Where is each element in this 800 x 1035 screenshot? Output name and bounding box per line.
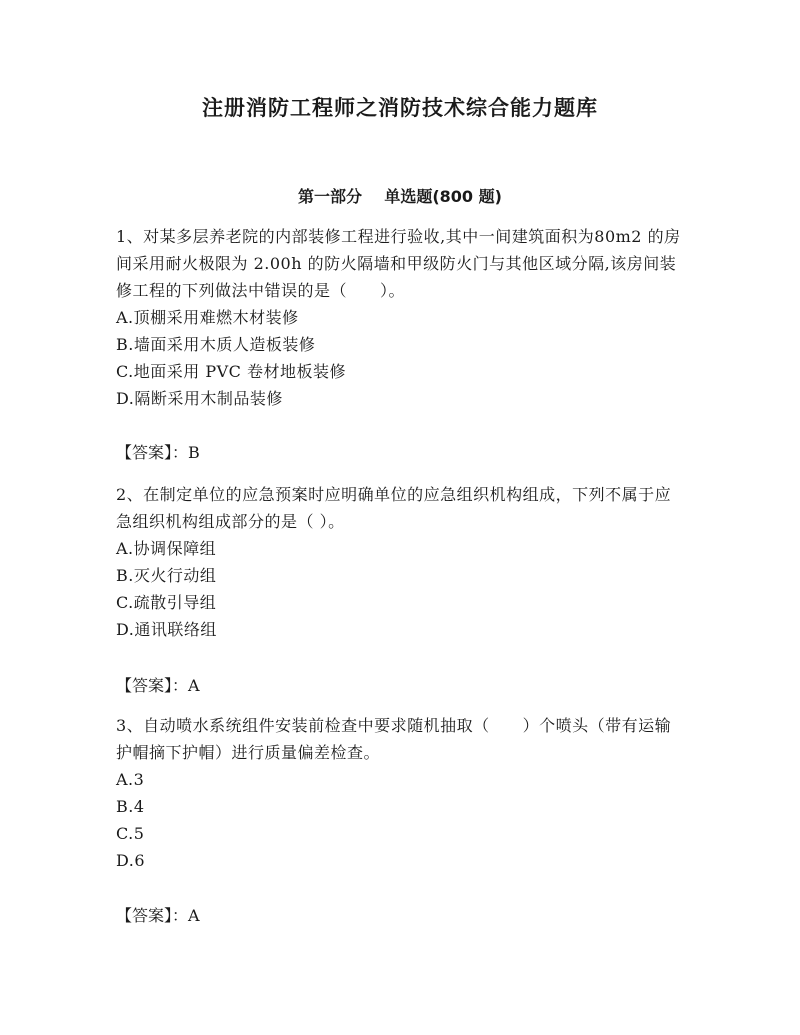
section-heading: 第一部分 单选题(800 题)	[298, 187, 502, 206]
answer-value: B	[188, 443, 200, 462]
document-title: 注册消防工程师之消防技术综合能力题库	[202, 96, 598, 120]
question-2	[116, 481, 686, 643]
question-1	[116, 223, 686, 412]
answer-value: A	[188, 676, 200, 695]
option-b: B.灭火行动组	[116, 566, 217, 585]
option-a: A.协调保障组	[116, 539, 217, 558]
option-d: D.隔断采用木制品装修	[116, 389, 283, 408]
option-a: A.顶棚采用难燃木材装修	[116, 308, 299, 327]
answer-value: A	[188, 906, 200, 925]
option-c: C.疏散引导组	[116, 593, 217, 612]
question-stem: 3、自动喷水系统组件安装前检查中要求随机抽取（ ）个喷头（带有运输护帽摘下护帽）进行质量偏差检查。	[116, 716, 672, 762]
answer-2	[116, 672, 200, 699]
option-c: C.地面采用 PVC 卷材地板装修	[116, 362, 346, 381]
option-b: B.4	[116, 797, 145, 816]
answer-label: 【答案】：	[116, 443, 189, 462]
option-d: D.通讯联络组	[116, 620, 217, 639]
answer-label: 【答案】：	[116, 676, 189, 695]
question-3	[116, 712, 686, 874]
option-a: A.3	[116, 770, 145, 789]
answer-3	[116, 902, 200, 929]
option-d: D.6	[116, 851, 146, 870]
question-stem: 1、对某多层养老院的内部装修工程进行验收,其中一间建筑面积为80m2 的房间采用耐火极限为 2.00h 的防火隔墙和甲级防火门与其他区域分隔,该房间装修工程的下列做法中错误的是（ ）。	[116, 227, 681, 300]
option-c: C.5	[116, 824, 145, 843]
option-b: B.墙面采用木质人造板装修	[116, 335, 316, 354]
answer-label: 【答案】：	[116, 906, 189, 925]
answer-1	[116, 439, 200, 466]
question-stem: 2、在制定单位的应急预案时应明确单位的应急组织机构组成，下列不属于应急组织机构组成部分的是（ ）。	[116, 485, 672, 531]
